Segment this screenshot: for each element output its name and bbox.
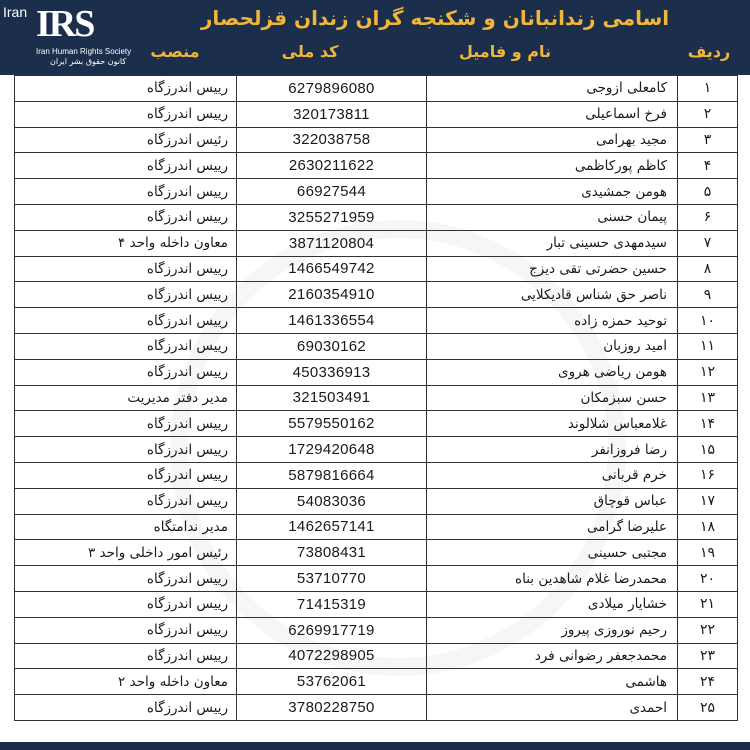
table-row [15,539,737,565]
table-row [15,565,737,591]
row-number: ۵ [677,179,737,204]
position: رییس اندرزگاه [146,157,228,174]
person-name: حسین حضرتی تقی دیزج [426,257,677,282]
row-number: ۱۰ [677,308,737,333]
table-row [15,462,737,488]
table-row [15,101,737,127]
person-name: توحید حمزه زاده [426,308,677,333]
national-code: 3255271959 [236,205,426,230]
table-row [15,359,737,385]
national-code: 3871120804 [236,231,426,256]
position: رییس اندرزگاه [146,596,228,613]
table-row [15,591,737,617]
national-code: 73808431 [236,540,426,565]
row-number: ۸ [677,257,737,282]
person-name: رضا فروزانفر [426,437,677,462]
national-code: 5579550162 [236,411,426,436]
national-code: 66927544 [236,179,426,204]
national-code: 2630211622 [236,153,426,178]
table-row [15,514,737,540]
position: رییس اندرزگاه [146,260,228,277]
person-name: کاظم پورکاظمی [426,153,677,178]
table-row [15,333,737,359]
national-code: 1466549742 [236,257,426,282]
row-number: ۱ [677,76,737,101]
position: رییس اندرزگاه [146,364,228,381]
table-row [15,204,737,230]
position: رییس اندرزگاه [146,312,228,329]
national-code: 322038758 [236,128,426,153]
row-number: ۱۳ [677,386,737,411]
national-code: 6269917719 [236,618,426,643]
row-number: ۱۹ [677,540,737,565]
national-code: 1461336554 [236,308,426,333]
person-name: رحیم نوروزی پیروز [426,618,677,643]
person-name: فرخ اسماعیلی [426,102,677,127]
row-number: ۷ [677,231,737,256]
person-name: غلامعباس شلالوند [426,411,677,436]
table-row [15,127,737,153]
page-title: اسامی زندانبانان و شکنجه گران زندان قزلحصار [200,6,670,30]
national-code: 1729420648 [236,437,426,462]
position: رییس اندرزگاه [146,647,228,664]
national-code: 53710770 [236,566,426,591]
row-number: ۱۴ [677,411,737,436]
national-code: 5879816664 [236,463,426,488]
person-name: کامعلی ازوجی [426,76,677,101]
table-row [15,178,737,204]
row-number: ۲۰ [677,566,737,591]
names-table [14,75,738,721]
row-number: ۲ [677,102,737,127]
irs-logo [0,0,140,72]
column-header-radif: ردیف [687,42,731,61]
position: مدیر ندامتگاه [153,518,228,535]
national-code: 69030162 [236,334,426,359]
row-number: ۱۶ [677,463,737,488]
table-row [15,668,737,694]
person-name: خرم قربانی [426,463,677,488]
table-row [15,643,737,669]
position: رییس اندرزگاه [146,106,228,123]
person-name: مجید بهرامی [426,128,677,153]
bottom-bar [0,742,750,750]
table-row [15,385,737,411]
column-header-code: کد ملی [281,42,339,61]
position: رییس اندرزگاه [146,570,228,587]
row-number: ۶ [677,205,737,230]
national-code: 4072298905 [236,644,426,669]
person-name: پیمان حسنی [426,205,677,230]
position: رییس اندرزگاه [146,493,228,510]
row-number: ۱۸ [677,515,737,540]
position: رییس اندرزگاه [146,699,228,716]
national-code: 71415319 [236,592,426,617]
position: رییس اندرزگاه [146,80,228,97]
national-code: 320173811 [236,102,426,127]
row-number: ۱۵ [677,437,737,462]
person-name: امید روزبان [426,334,677,359]
person-name: هاشمی [426,669,677,694]
national-code: 3780228750 [236,695,426,720]
national-code: 321503491 [236,386,426,411]
row-number: ۲۱ [677,592,737,617]
position: رییس اندرزگاه [146,622,228,639]
person-name: حسن سبزمکان [426,386,677,411]
position: رییس اندرزگاه [146,467,228,484]
person-name: عباس قوچاق [426,489,677,514]
logo-org-en: Iran Human Rights Society [36,47,132,56]
table-row [15,281,737,307]
logo-iran-text: Iran [3,4,28,20]
table-row [15,488,737,514]
row-number: ۲۵ [677,695,737,720]
person-name: علیرضا گرامی [426,515,677,540]
person-name: سیدمهدی حسینی تبار [426,231,677,256]
person-name: ناصر حق شناس قادیکلایی [426,282,677,307]
person-name: هومن ریاضی هروی [426,360,677,385]
position: رییس اندرزگاه [146,286,228,303]
row-number: ۹ [677,282,737,307]
table-row [15,436,737,462]
national-code: 6279896080 [236,76,426,101]
table-row [15,694,737,720]
row-number: ۱۷ [677,489,737,514]
row-number: ۱۲ [677,360,737,385]
person-name: خشایار میلادی [426,592,677,617]
row-number: ۲۳ [677,644,737,669]
position: مدیر دفتر مدیریت [127,389,228,406]
national-code: 53762061 [236,669,426,694]
position: معاون داخله واحد ۴ [118,235,228,252]
column-header-post: منصب [150,42,200,61]
row-number: ۳ [677,128,737,153]
person-name: مجتبی حسینی [426,540,677,565]
table-row [15,617,737,643]
national-code: 2160354910 [236,282,426,307]
position: رییس اندرزگاه [146,209,228,226]
logo-mark: IRS [36,3,94,45]
logo-org-fa: کانون حقوق بشر ایران [50,57,127,66]
column-header-name: نام و فامیل [458,42,552,61]
person-name: محمدرضا غلام شاهدین بناه [426,566,677,591]
position: رییس اندرزگاه [146,441,228,458]
table-row [15,152,737,178]
person-name: محمدجعفر رضوانی فرد [426,644,677,669]
row-number: ۲۲ [677,618,737,643]
row-number: ۱۱ [677,334,737,359]
position: رئیس اندرزگاه [146,131,228,148]
position: معاون داخله واحد ۲ [118,673,228,690]
table-row [15,307,737,333]
position: رییس اندرزگاه [146,183,228,200]
header-bar [0,0,750,75]
table-row [15,256,737,282]
table-row [15,410,737,436]
position: رییس اندرزگاه [146,415,228,432]
position: رییس اندرزگاه [146,338,228,355]
row-number: ۴ [677,153,737,178]
table-row [15,75,737,101]
person-name: احمدی [426,695,677,720]
row-number: ۲۴ [677,669,737,694]
table-row [15,230,737,256]
national-code: 1462657141 [236,515,426,540]
national-code: 54083036 [236,489,426,514]
position: رئیس امور داخلی واحد ۳ [88,544,228,561]
national-code: 450336913 [236,360,426,385]
person-name: هومن جمشیدی [426,179,677,204]
